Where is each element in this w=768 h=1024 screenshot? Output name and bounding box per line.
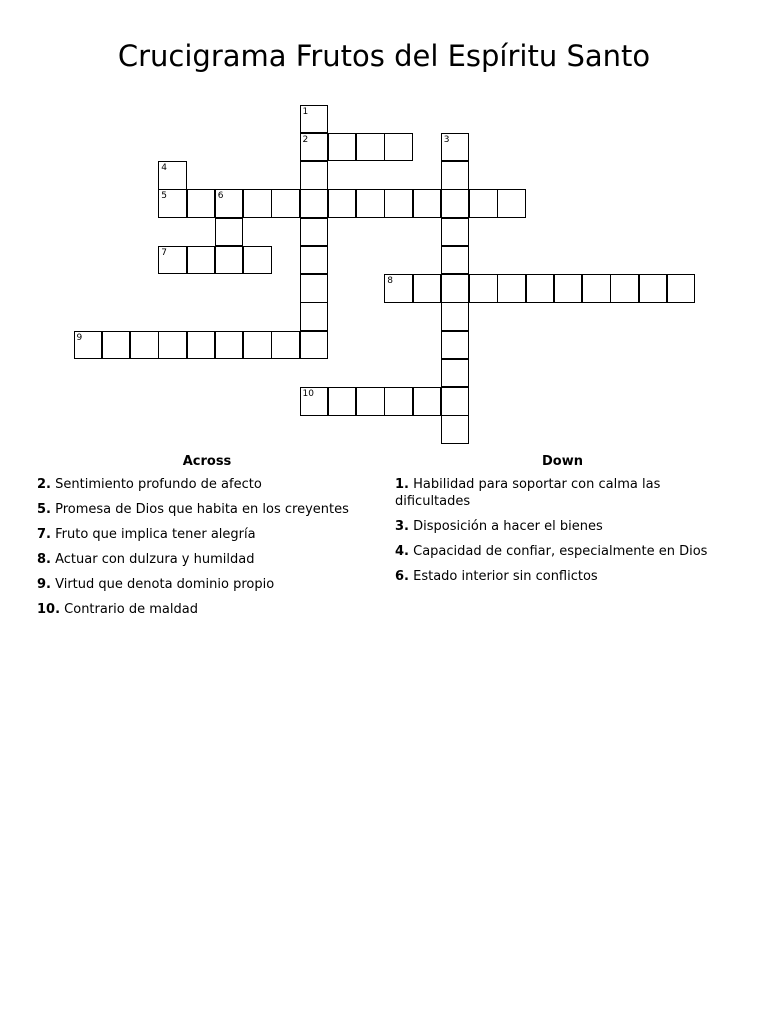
clue-number: 1 <box>302 106 309 117</box>
clue-number: 4. <box>395 544 409 559</box>
grid-cell[interactable] <box>300 274 329 303</box>
grid-cell[interactable] <box>497 274 526 303</box>
grid-cell[interactable] <box>158 246 187 275</box>
down-heading: Down <box>542 454 583 469</box>
clue-number: 3 <box>443 134 450 145</box>
clue-number: 7 <box>161 247 167 258</box>
grid-cell[interactable] <box>300 189 329 218</box>
grid-cell[interactable] <box>215 246 244 275</box>
clue-number: 2. <box>37 477 51 492</box>
grid-cell[interactable] <box>413 189 442 218</box>
down-clue <box>395 543 730 560</box>
clue-number: 3. <box>395 519 409 534</box>
grid-cell[interactable] <box>300 387 329 416</box>
grid-cell[interactable] <box>74 331 103 360</box>
grid-cell[interactable] <box>441 189 470 218</box>
clue-text: Promesa de Dios que habita en los creyentes <box>50 502 349 517</box>
across-clues <box>37 453 377 626</box>
clue-number: 9 <box>76 332 83 343</box>
grid-cell[interactable] <box>582 274 611 303</box>
clue-number: 6. <box>395 569 409 584</box>
grid-cell[interactable] <box>469 274 498 303</box>
grid-cell[interactable] <box>441 331 470 360</box>
grid-cell[interactable] <box>554 274 583 303</box>
clue-text: Sentimiento profundo de afecto <box>50 477 262 492</box>
grid-cell[interactable] <box>215 331 244 360</box>
grid-cell[interactable] <box>300 246 329 275</box>
clue-number: 6 <box>217 191 224 202</box>
clue-number: 2 <box>302 134 309 145</box>
clue-number: 4 <box>161 163 167 173</box>
grid-cell[interactable] <box>300 133 329 162</box>
down-clues <box>395 453 730 593</box>
clue-text: Habilidad para soportar con calma las dificultades <box>395 477 661 509</box>
grid-cell[interactable] <box>639 274 668 303</box>
grid-cell[interactable] <box>384 274 413 303</box>
clue-text: Contrario de maldad <box>60 602 198 617</box>
page-title: Crucigrama Frutos del Espíritu Santo <box>117 39 651 73</box>
crossword-grid <box>0 0 768 440</box>
grid-cell[interactable] <box>187 189 216 218</box>
across-clue <box>37 576 377 593</box>
grid-cell[interactable] <box>328 189 357 218</box>
clue-text: Capacidad de confiar, especialmente en Dios <box>408 544 708 559</box>
grid-cell[interactable] <box>441 359 470 388</box>
grid-cell[interactable] <box>667 274 696 303</box>
clue-number: 5 <box>161 191 167 202</box>
grid-cell[interactable] <box>441 133 470 162</box>
grid-cell[interactable] <box>356 387 385 416</box>
grid-cell[interactable] <box>158 331 187 360</box>
clue-text: Virtud que denota dominio propio <box>50 577 275 592</box>
grid-cell[interactable] <box>497 189 526 218</box>
across-heading: Across <box>182 454 232 469</box>
grid-cell[interactable] <box>102 331 131 360</box>
grid-cell[interactable] <box>384 387 413 416</box>
clue-number: 1. <box>395 477 409 492</box>
grid-cell[interactable] <box>441 387 470 416</box>
grid-cell[interactable] <box>328 133 357 162</box>
grid-cell[interactable] <box>328 387 357 416</box>
clue-number: 8 <box>387 276 393 286</box>
grid-cell[interactable] <box>130 331 159 360</box>
grid-cell[interactable] <box>356 133 385 162</box>
down-clue <box>395 476 730 510</box>
grid-cell[interactable] <box>413 274 442 303</box>
grid-cell[interactable] <box>300 161 329 190</box>
grid-cell[interactable] <box>384 133 413 162</box>
grid-cell[interactable] <box>187 331 216 360</box>
grid-cell[interactable] <box>215 189 244 218</box>
grid-cell[interactable] <box>441 218 470 247</box>
across-clue <box>37 501 377 518</box>
grid-cell[interactable] <box>215 218 244 247</box>
grid-cell[interactable] <box>356 189 385 218</box>
down-clue <box>395 518 730 535</box>
clue-number: 8. <box>37 552 51 567</box>
grid-cell[interactable] <box>441 274 470 303</box>
down-clue <box>395 568 730 585</box>
across-clue <box>37 551 377 568</box>
clue-number: 5. <box>37 502 51 517</box>
across-clue-list <box>37 476 377 618</box>
clue-number: 10 <box>302 389 314 399</box>
grid-cell[interactable] <box>610 274 639 303</box>
grid-cell[interactable] <box>243 331 272 360</box>
grid-cell[interactable] <box>243 189 272 218</box>
grid-cell[interactable] <box>300 218 329 247</box>
grid-cell[interactable] <box>526 274 555 303</box>
grid-cell[interactable] <box>300 331 329 360</box>
grid-cell[interactable] <box>384 189 413 218</box>
across-clue <box>37 526 377 543</box>
grid-cell[interactable] <box>441 415 470 444</box>
grid-cell[interactable] <box>158 161 187 190</box>
clue-text: Estado interior sin conflictos <box>408 569 598 584</box>
down-clue-list <box>395 476 730 585</box>
clue-text: Actuar con dulzura y humildad <box>50 552 255 567</box>
clue-number: 7. <box>37 527 51 542</box>
grid-cell[interactable] <box>469 189 498 218</box>
across-clue <box>37 601 377 618</box>
grid-cell[interactable] <box>413 387 442 416</box>
grid-cell[interactable] <box>158 189 187 218</box>
clue-number: 9. <box>37 577 51 592</box>
grid-cell[interactable] <box>271 189 300 218</box>
grid-cell[interactable] <box>243 246 272 275</box>
grid-cell[interactable] <box>187 246 216 275</box>
grid-cell[interactable] <box>300 302 329 331</box>
grid-cell[interactable] <box>300 105 329 134</box>
grid-cell[interactable] <box>441 246 470 275</box>
grid-cell[interactable] <box>441 161 470 190</box>
clue-text: Disposición a hacer el bienes <box>408 519 603 534</box>
clue-number: 10. <box>37 602 61 617</box>
clue-text: Fruto que implica tener alegría <box>50 527 256 542</box>
grid-cell[interactable] <box>441 302 470 331</box>
across-clue <box>37 476 377 493</box>
grid-cell[interactable] <box>271 331 300 360</box>
